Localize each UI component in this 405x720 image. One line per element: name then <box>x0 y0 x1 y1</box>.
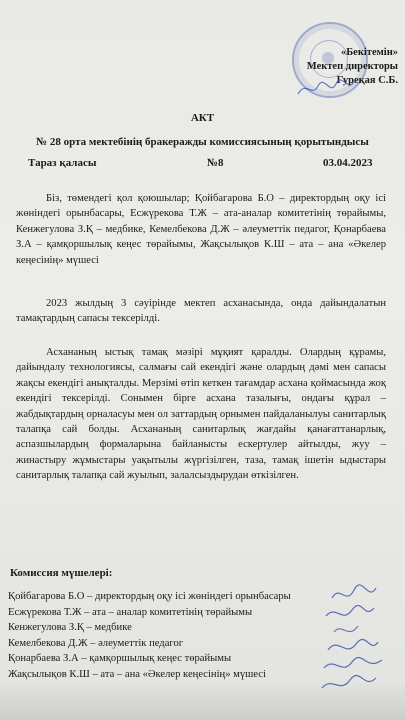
paragraph-inspection-date: 2023 жылдың 3 сәуірінде мектеп асханасында, онда дайындалатын тамақтардың сапасы тексерілді. <box>16 298 386 325</box>
document-title: АКТ <box>190 112 215 124</box>
act-date: 03.04.2023 <box>323 157 373 169</box>
city-label: Тараз қаласы <box>28 157 97 169</box>
approval-role: Мектеп директоры <box>306 61 398 72</box>
director-signature <box>296 78 356 100</box>
member-item: Қонарбаева З.А – қамқоршылық кеңес төрайымы <box>8 653 232 664</box>
document-subtitle: № 28 орта мектебінің бракеражды комиссиясының қорытындысы <box>36 136 369 148</box>
commission-title: Комиссия мүшелері: <box>10 567 113 579</box>
approval-label: «Бекітемін» <box>340 47 398 58</box>
commission-members-list <box>8 589 328 682</box>
paragraph-inspection-findings: Асхананың ыстық тамақ мәзірі мұқият қаралды. Олардың құрамы, дайындалу технологиясы, салмағы сай екендігі және олардың дәмі мен сапасы жақсы екендігі анықталды. Мерзімі өтіп кеткен тағамдар асхана қоймасында жоқ екендігі тексерілді. Сонымен бірге асхана тазалығы, ондағы құрал – жабдықтардың орналасуы мен ол заттардың орнымен пайдаланылуы санитарлық талапқа сай болды. Асхананың санитарлық жағдайы қанағаттанарлық, аспазшылардың формаларына байланысты ескертулер айтылды, жуу – жинастыру жұмыстары уақытылы жүргізілген, таза, тамақ ішетін ыдыстары санитарлық талапқа сай жуылып, залалсыздырудан өткізілген. <box>16 347 386 482</box>
paragraph-signatories: Біз, төмендегі қол қоюшылар; Қойбагарова Б.О – директордың оқу ісі жөніндегі орынбасары, Есжүрекова Т.Ж – ата-аналар комитетінің төрайымы, Кенжегулова З.Қ – медбике, Кемелбекова Д.Ж – әлеуметтік педагог, Қонарбаева З.А – қамқоршылық кеңес төрайымы, Жақсылықов К.Ш – ата – ана «Әкелер кеңесінің» мүшесі <box>16 193 386 266</box>
member-signatures <box>312 584 392 696</box>
member-item: Жақсылықов К.Ш – ата – ана «Әкелер кеңесінің» мүшесі <box>8 668 266 680</box>
approval-name: Гуреқая С.Б. <box>336 75 398 86</box>
member-item: Қойбагарова Б.О – директордың оқу ісі жөніндегі орынбасары <box>8 591 291 602</box>
member-item: Кенжегулова З.Қ – медбике <box>8 622 132 633</box>
member-item: Есжүрекова Т.Ж – ата – аналар комитетінің төрайымы <box>8 606 253 618</box>
member-item: Кемелбекова Д.Ж – әлеуметтік педагог <box>8 637 184 649</box>
act-number: №8 <box>207 157 224 169</box>
